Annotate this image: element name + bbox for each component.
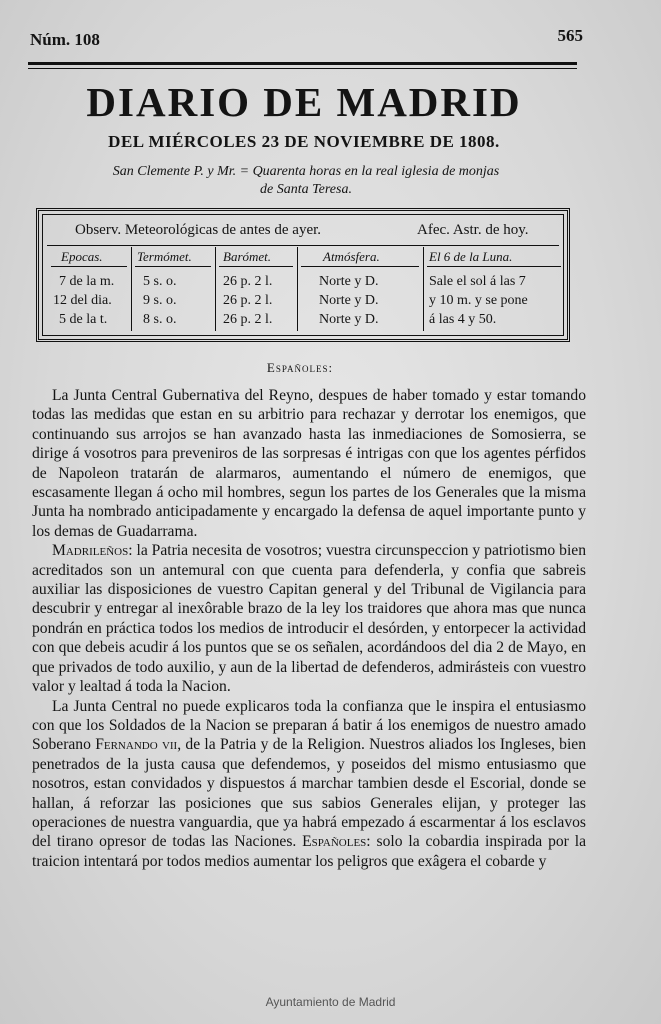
col-header-underline — [301, 266, 419, 267]
astro-title: Afec. Astr. de hoy. — [417, 222, 529, 238]
col-divider — [215, 247, 216, 331]
weather-title: Observ. Meteorológicas de antes de ayer. — [75, 222, 322, 238]
cell-barometro: 26 p. 2 l. — [223, 274, 273, 289]
col-divider — [131, 247, 132, 331]
paragraph-lead: Madrileños: — [52, 542, 133, 560]
paragraph — [32, 541, 586, 696]
col-divider — [423, 247, 424, 331]
issue-date: DEL MIÉRCOLES 23 DE NOVIEMBRE DE 1808. — [108, 132, 500, 151]
masthead-title: DIARIO DE MADRID — [86, 79, 522, 125]
cell-atmosfera: Norte y D. — [319, 312, 379, 327]
col-header-underline — [427, 266, 561, 267]
weather-header-rule — [47, 245, 559, 246]
saints-of-day — [46, 163, 566, 199]
col-header-atmosfera: Atmósfera. — [323, 249, 380, 264]
col-header-epocas: Epocas. — [61, 249, 103, 264]
article-body — [32, 386, 586, 871]
cell-luna: y 10 m. y se pone — [429, 293, 528, 308]
cell-epoca: 12 del dia. — [53, 293, 112, 308]
col-header-underline — [51, 266, 127, 267]
cell-epoca: 5 de la t. — [59, 312, 108, 327]
header-rule-thin — [28, 68, 577, 69]
cell-termometro: 8 s. o. — [143, 312, 177, 327]
paragraph — [32, 697, 586, 872]
king-name: Fernando vii — [95, 736, 178, 754]
saints-line-1: San Clemente P. y Mr. = Quarenta horas en la real iglesia de monjas — [112, 164, 500, 179]
col-divider — [297, 247, 298, 331]
cell-atmosfera: Norte y D. — [319, 274, 379, 289]
paragraph-text: la Patria necesita de vosotros; vuestra circunspeccion y patriotismo bien acreditados son un antemural con que cuenta para defenderla, y confia que sabreis auxiliar las disposiciones de vuestro Capitan general y del Tribunal de Vigilancia para descubrir y entregar al inexôrable brazo de la ley los traidores que ahora mas que nunca pondrán en práctica todos los medios de introducir el desórden, y entorpecer la actividad con que debeis acudir á los puntos que se os señalen, acordándoos del dia 2 de Mayo, en que privados de todo auxilio, y aun de la libertad de defenderos, admirásteis con vuestro valor y lealtad á toda la Nacion. — [32, 542, 586, 696]
col-header-termometro: Termómet. — [137, 249, 192, 264]
col-header-barometro: Barómet. — [223, 249, 272, 264]
col-header-underline — [135, 266, 211, 267]
archive-footer: Ayuntamiento de Madrid — [265, 995, 396, 1009]
article-heading: Españoles: — [266, 360, 334, 375]
cell-termometro: 5 s. o. — [143, 274, 177, 289]
header-rule — [28, 62, 577, 65]
paragraph-text: La Junta Central no puede explicaros toda la confianza que le inspira el entusiasmo con que los Soldados de la Nacion se preparan á batir á los enemigos de nuestro amado Soberano — [32, 697, 586, 754]
cell-luna: á las 4 y 50. — [429, 312, 497, 327]
col-header-underline — [219, 266, 293, 267]
saints-line-2: de Santa Teresa. — [260, 182, 352, 197]
issue-number: Núm. 108 — [30, 30, 100, 49]
weather-table — [36, 208, 570, 342]
cell-barometro: 26 p. 2 l. — [223, 312, 273, 327]
cell-luna: Sale el sol á las 7 — [429, 274, 526, 289]
paragraph: La Junta Central Gubernativa del Reyno, despues de haber tomado y estar tomando todas las medidas que estan en su arbitrio para rechazar y derrotar los enemigos, que continuando sus arrojos se han avanzado hasta las inmediaciones de Somosierra, se dirige á vosotros para preveniros de las sorpresas é intrigas con que los agentes pérfidos de Napoleon tratarán de alarmaros, aumentando el número de enemigos, que escasamente llegan á ocho mil hombres, segun los partes de los Generales que la misma Junta ha nombrado anticipadamente y encargado la defensa de aquel importante punto y los demas de Guadarrama. — [32, 387, 586, 540]
page-number: 565 — [557, 26, 583, 45]
cell-termometro: 9 s. o. — [143, 293, 177, 308]
paragraph-lead: Españoles: — [302, 833, 371, 851]
cell-epoca: 7 de la m. — [59, 274, 115, 289]
cell-barometro: 26 p. 2 l. — [223, 293, 273, 308]
paragraph-text: , de la Patria y de la Religion. Nuestros aliados los Ingleses, bien penetrados de la justa causa que defendemos, y poseidos del mismo entusiasmo que nosotros, estan convidados y dispuestos á marchar tambien desde el Escorial, donde se hallan, á reforzar las posiciones que sus sabios Generales elijan, y proteger las operaciones de nuestra vanguardia, que ya habrá empezado á escarmentar á los esclavos del tirano opresor de todas las Naciones. — [32, 736, 586, 851]
paragraph-text: solo la cobardia inspirada por la traicion intentará por todos medios aumentar los peligros que exâgera el cobarde y — [32, 833, 586, 870]
cell-atmosfera: Norte y D. — [319, 293, 379, 308]
col-header-luna: El 6 de la Luna. — [429, 249, 513, 264]
